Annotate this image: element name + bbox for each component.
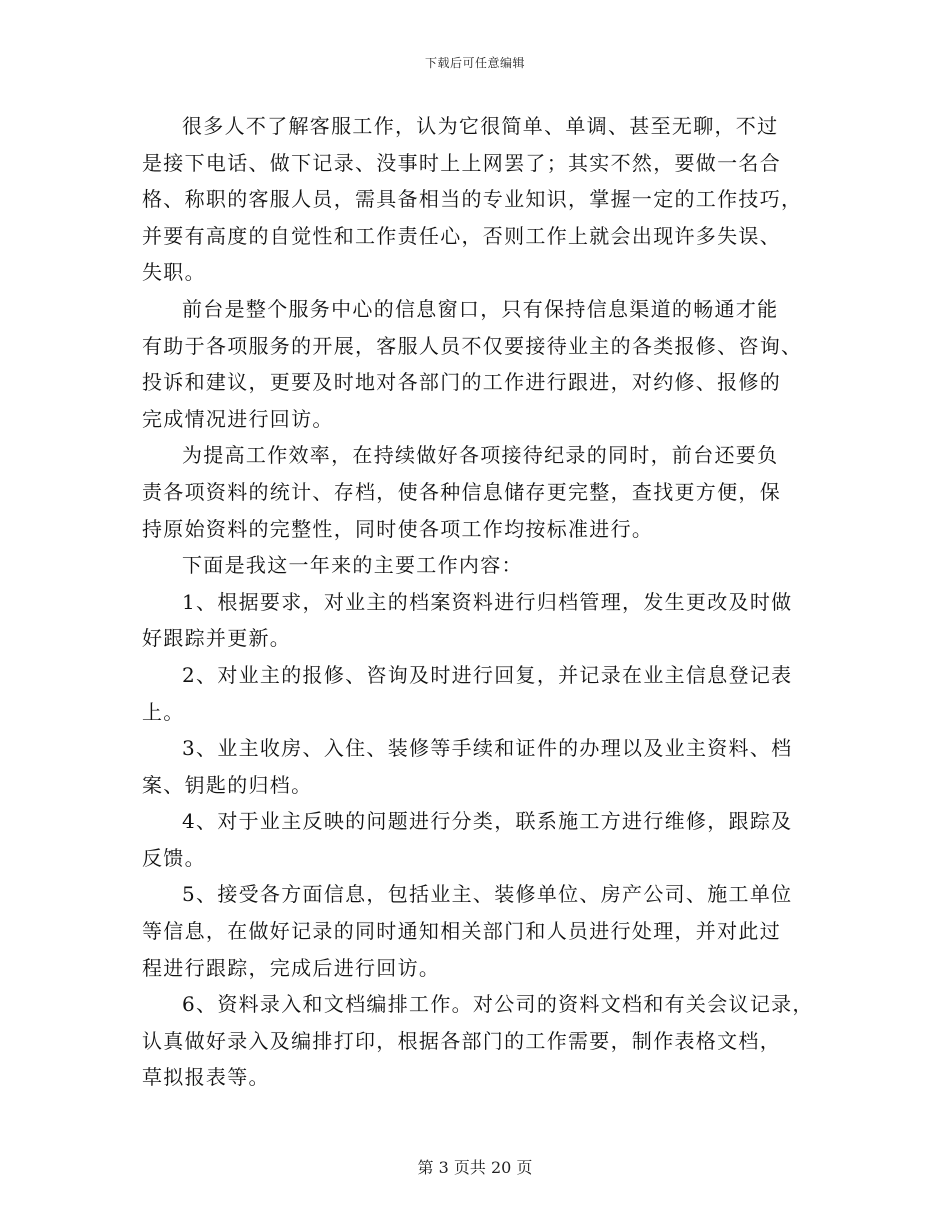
list-item-4: 4、对于业主反映的问题进行分类，联系施工方进行维修，跟踪及 反馈。 <box>142 809 793 870</box>
page-number: 第 3 页共 20 页 <box>417 1158 533 1177</box>
paragraph-intro: 很多人不了解客服工作，认为它很简单、单调、甚至无聊，不过 是接下电话、做下记录、没事时上上网罢了；其实不然，要做一名合 格、称职的客服人员，需具备相当的专业知识，掌握一定的工作技巧， 并要有高度的自觉性和工作责任心，否则工作上就会出现许多失误、 失职。 <box>142 114 803 285</box>
list-item-1: 1、根据要求，对业主的档案资料进行归档管理，发生更改及时做 好跟踪并更新。 <box>142 589 793 651</box>
list-item-2: 2、对业主的报修、咨询及时进行回复，并记录在业主信息登记表 上。 <box>142 662 793 724</box>
paragraph-work-intro: 下面是我这一年来的主要工作内容： <box>182 553 523 578</box>
paragraph-front-desk: 前台是整个服务中心的信息窗口，只有保持信息渠道的畅通才能 有助于各项服务的开展，客服人员不仅要接待业主的各类报修、咨询、 投诉和建议，更要及时地对各部门的工作进行跟进，对约修、报修的 完成情况进行回访。 <box>142 296 803 431</box>
paragraph-efficiency: 为提高工作效率，在持续做好各项接待纪录的同时，前台还要负 责各项资料的统计、存档，使各种信息储存更完整，查找更方便，保 持原始资料的完整性，同时使各项工作均按标准进行。 <box>142 443 781 541</box>
list-item-3: 3、业主收房、入住、装修等手续和证件的办理以及业主资料、档 案、钥匙的归档。 <box>142 736 793 797</box>
list-item-6: 6、资料录入和文档编排工作。对公司的资料文档和有关会议记录， 认真做好录入及编排打印，根据各部门的工作需要，制作表格文档， 草拟报表等。 <box>142 992 814 1090</box>
page-header-note: 下载后可任意编辑 <box>424 56 525 70</box>
list-item-5: 5、接受各方面信息，包括业主、装修单位、房产公司、施工单位 等信息，在做好记录的同时通知相关部门和人员进行处理，并对此过 程进行跟踪，完成后进行回访。 <box>142 882 793 980</box>
document-body <box>142 108 822 1096</box>
